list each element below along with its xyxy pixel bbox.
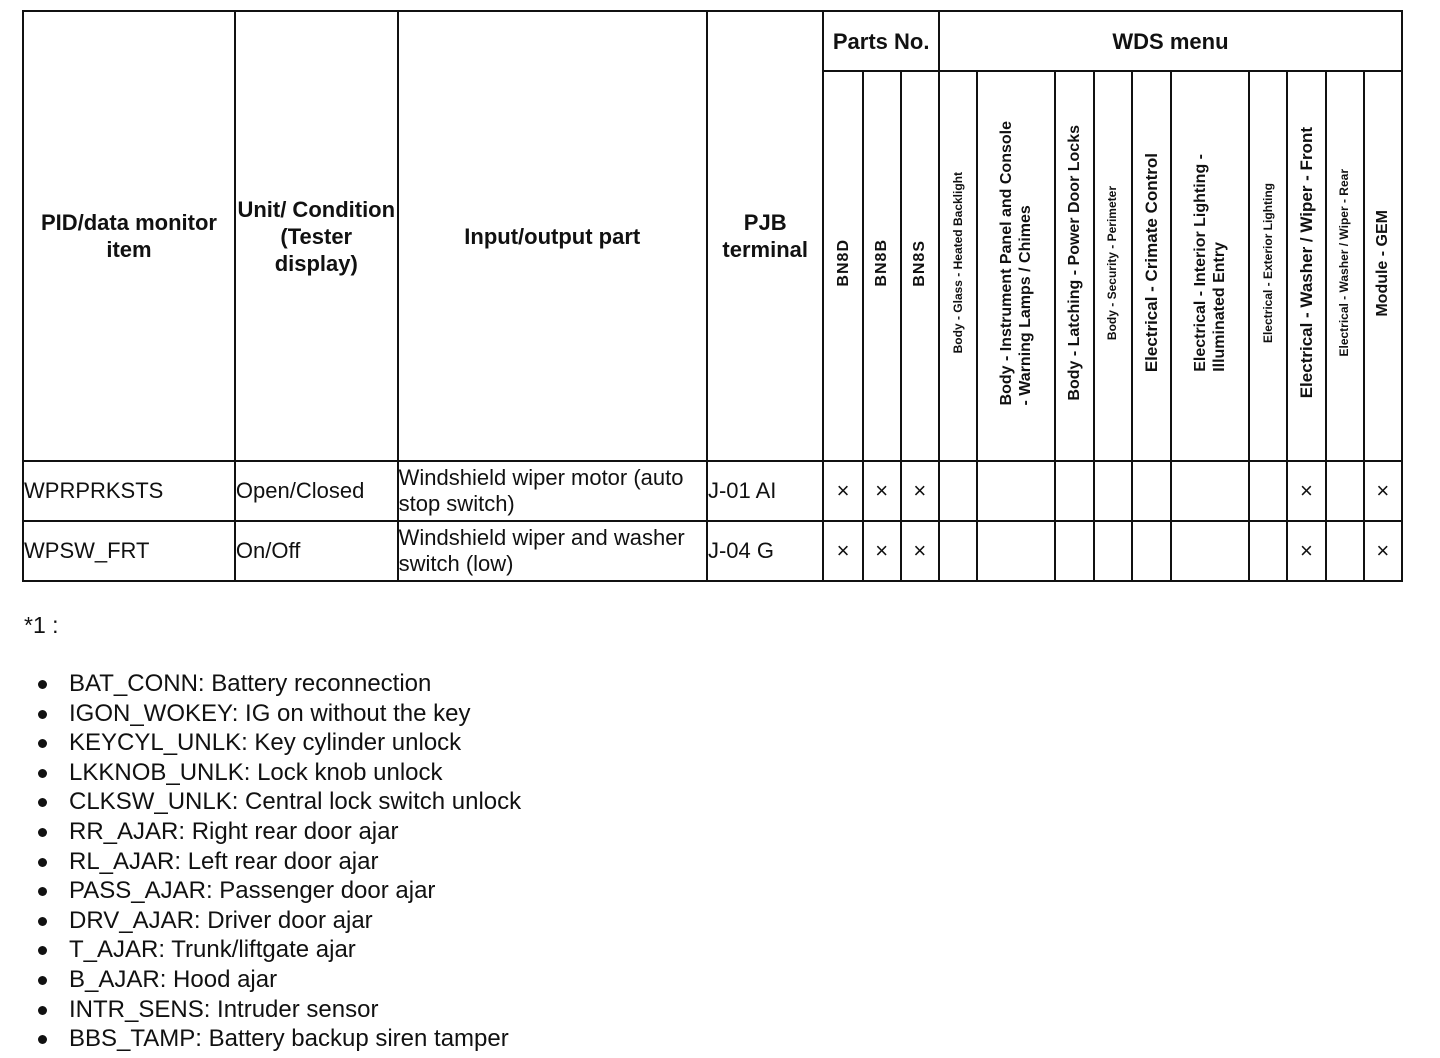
cell-mark-exterior-lighting — [1249, 521, 1287, 581]
bullet-icon — [38, 1035, 47, 1044]
cell-mark-power-door-locks — [1055, 461, 1093, 521]
bullet-icon — [38, 1006, 47, 1015]
cell-mark-bn8d: × — [823, 461, 862, 521]
cell-mark-illuminated-entry — [1171, 461, 1249, 521]
list-item: KEYCYL_UNLK: Key cylinder unlock — [38, 728, 521, 758]
cell-mark-bn8b: × — [863, 461, 901, 521]
cell-mark-bn8b: × — [863, 521, 901, 581]
bullet-icon — [38, 769, 47, 778]
header-wds-heated-backlight: Body - Glass - Heated Backlight — [939, 71, 977, 461]
cell-mark-power-door-locks — [1055, 521, 1093, 581]
pid-data-table — [22, 10, 1403, 582]
cell-mark-climate-control — [1132, 461, 1171, 521]
header-part-bn8b: BN8B — [863, 71, 901, 461]
cell-mark-exterior-lighting — [1249, 461, 1287, 521]
cell-mark-illuminated-entry — [1171, 521, 1249, 581]
cell-mark-washer-wiper-front: × — [1287, 461, 1325, 521]
cell-mark-washer-wiper-rear — [1326, 461, 1364, 521]
cell-pid: WPSW_FRT — [23, 521, 235, 581]
list-item: RL_AJAR: Left rear door ajar — [38, 847, 521, 877]
cell-mark-climate-control — [1132, 521, 1171, 581]
header-wds-menu: WDS menu — [939, 11, 1402, 71]
header-io-part: Input/output part — [398, 11, 707, 461]
table-header — [23, 11, 1402, 461]
list-item: BAT_CONN: Battery reconnection — [38, 669, 521, 699]
definition-list — [38, 669, 521, 1054]
list-item: BBS_TAMP: Battery backup siren tamper — [38, 1024, 521, 1054]
list-item: INTR_SENS: Intruder sensor — [38, 995, 521, 1025]
header-wds-washer-wiper-front: Electrical - Washer / Wiper - Front — [1287, 71, 1325, 461]
header-unit: Unit/ Condition (Tester display) — [235, 11, 398, 461]
header-wds-washer-wiper-rear: Electrical - Washer / Wiper - Rear — [1326, 71, 1364, 461]
list-item: B_AJAR: Hood ajar — [38, 965, 521, 995]
header-wds-exterior-lighting: Electrical - Exterior Lighting — [1249, 71, 1287, 461]
table-body — [23, 461, 1402, 581]
header-pid: PID/data monitor item — [23, 11, 235, 461]
bullet-icon — [38, 887, 47, 896]
header-wds-warning-lamps-chimes: Body - Instrument Panel and Console - Warning Lamps / Chimes — [977, 71, 1055, 461]
header-part-bn8d: BN8D — [823, 71, 862, 461]
bullet-icon — [38, 976, 47, 985]
cell-mark-bn8d: × — [823, 521, 862, 581]
bullet-icon — [38, 946, 47, 955]
list-item: RR_AJAR: Right rear door ajar — [38, 817, 521, 847]
cell-pid: WPRPRKSTS — [23, 461, 235, 521]
header-wds-security-perimeter: Body - Security - Perimeter — [1094, 71, 1132, 461]
cell-mark-bn8s: × — [901, 461, 939, 521]
cell-unit: Open/Closed — [235, 461, 398, 521]
header-wds-module-gem: Module - GEM — [1364, 71, 1402, 461]
list-item: DRV_AJAR: Driver door ajar — [38, 906, 521, 936]
cell-pjb-terminal: J-01 AI — [707, 461, 824, 521]
bullet-icon — [38, 828, 47, 837]
cell-mark-bn8s: × — [901, 521, 939, 581]
bullet-icon — [38, 798, 47, 807]
header-part-bn8s: BN8S — [901, 71, 939, 461]
bullet-icon — [38, 680, 47, 689]
cell-mark-warning-lamps — [977, 521, 1055, 581]
header-parts-no: Parts No. — [823, 11, 938, 71]
header-wds-climate-control: Electrical - Crimate Control — [1132, 71, 1171, 461]
cell-mark-security-perimeter — [1094, 461, 1132, 521]
bullet-icon — [38, 858, 47, 867]
cell-unit: On/Off — [235, 521, 398, 581]
table-row — [23, 461, 1402, 521]
cell-mark-washer-wiper-front: × — [1287, 521, 1325, 581]
cell-io-part: Windshield wiper motor (auto stop switch) — [398, 461, 707, 521]
list-item: LKKNOB_UNLK: Lock knob unlock — [38, 758, 521, 788]
list-item: IGON_WOKEY: IG on without the key — [38, 699, 521, 729]
list-item: CLKSW_UNLK: Central lock switch unlock — [38, 787, 521, 817]
cell-pjb-terminal: J-04 G — [707, 521, 824, 581]
list-item: PASS_AJAR: Passenger door ajar — [38, 876, 521, 906]
header-pjb-terminal: PJB terminal — [707, 11, 824, 461]
header-wds-illuminated-entry: Electrical - Interior Lighting - Illuminated Entry — [1171, 71, 1249, 461]
table-row — [23, 521, 1402, 581]
header-wds-power-door-locks: Body - Latching - Power Door Locks — [1055, 71, 1093, 461]
cell-mark-security-perimeter — [1094, 521, 1132, 581]
cell-mark-heated-backlight — [939, 521, 977, 581]
bullet-icon — [38, 739, 47, 748]
cell-io-part: Windshield wiper and washer switch (low) — [398, 521, 707, 581]
cell-mark-module-gem: × — [1364, 461, 1402, 521]
list-item: T_AJAR: Trunk/liftgate ajar — [38, 935, 521, 965]
cell-mark-module-gem: × — [1364, 521, 1402, 581]
cell-mark-washer-wiper-rear — [1326, 521, 1364, 581]
bullet-icon — [38, 917, 47, 926]
footnote-label: *1 : — [24, 612, 59, 638]
cell-mark-warning-lamps — [977, 461, 1055, 521]
cell-mark-heated-backlight — [939, 461, 977, 521]
bullet-icon — [38, 710, 47, 719]
